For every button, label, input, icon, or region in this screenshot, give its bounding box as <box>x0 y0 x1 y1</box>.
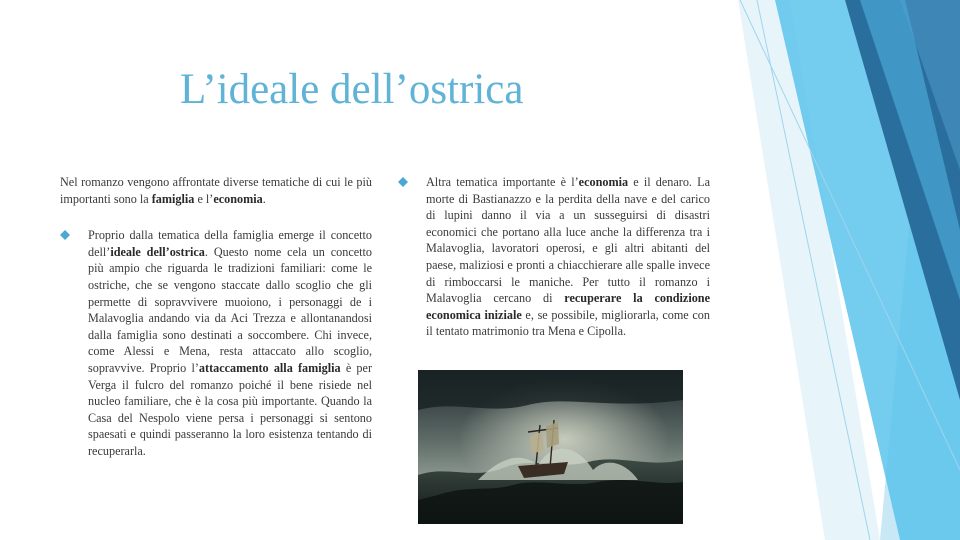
text-span: Nel romanzo vengono affrontate diverse tematiche di cui le più importanti sono la <box>60 175 372 206</box>
bold-term: attaccamento alla famiglia <box>198 360 341 375</box>
text-span: . <box>262 191 266 206</box>
list-item <box>398 174 710 340</box>
text-span: Altra tematica importante è l’ <box>426 175 579 189</box>
storm-ship-painting <box>418 370 683 524</box>
diamond-bullet-icon <box>398 177 408 187</box>
left-column <box>60 174 372 460</box>
bullet-text <box>426 174 710 340</box>
text-span: e l’ <box>194 191 214 206</box>
intro-paragraph <box>60 174 372 207</box>
text-span: Proprio dalla tematica della famiglia emerge il concetto dell’ <box>88 228 372 259</box>
diamond-bullet-icon <box>60 230 70 240</box>
right-column <box>398 174 710 340</box>
text-span: e, se possibile, migliorarla, come con il tentato matrimonio tra Mena e Cipolla. <box>426 307 710 339</box>
bold-term: recuperare la condizione economica iniziale <box>426 291 710 322</box>
text-span: è per Verga il fulcro del romanzo poiché il bene risiede nel nucleo familiare, che è la cosa più importante. Quando la Casa del Nespolo viene persa i personaggi si sentono spaesati e quindi passeranno la loro esistenza tentando di recuperarla. <box>88 360 372 458</box>
bold-term: famiglia <box>151 191 195 206</box>
list-item <box>60 227 372 459</box>
text-span: . Questo nome cela un concetto più ampio che riguarda le tradizioni familiari: come le ostriche, che se vengono staccate dallo scoglio che gli permette di sopravvivere muoiono, i personaggi de i Malavoglia andando via da Aci Trezza e allontanandosi dalla famiglia sono destinati a soccombere. Chi invece, come Alessi e Mena, resta attaccato allo scoglio, sopravvive. Proprio l’ <box>88 244 373 375</box>
page-title: L’ideale dell’ostrica <box>180 66 524 113</box>
bold-term: economia <box>213 191 263 206</box>
bullet-text <box>88 227 372 459</box>
bold-term: economia <box>578 175 629 189</box>
text-span: e il denaro. La morte di Bastianazzo e la perdita della nave e del carico di lupini danno il via a un susseguirsi di disastri economici che portano alla luce anche la differenza tra i Malavoglia, lavoratori operosi, e gli altri abitanti del paese, maliziosi e pronti a chiacchierare alle spalle invece di rimboccarsi le maniche. Per tutto il romanzo i Malavoglia cercano di <box>426 175 710 306</box>
bold-term: ideale dell’ostrica <box>110 244 205 259</box>
